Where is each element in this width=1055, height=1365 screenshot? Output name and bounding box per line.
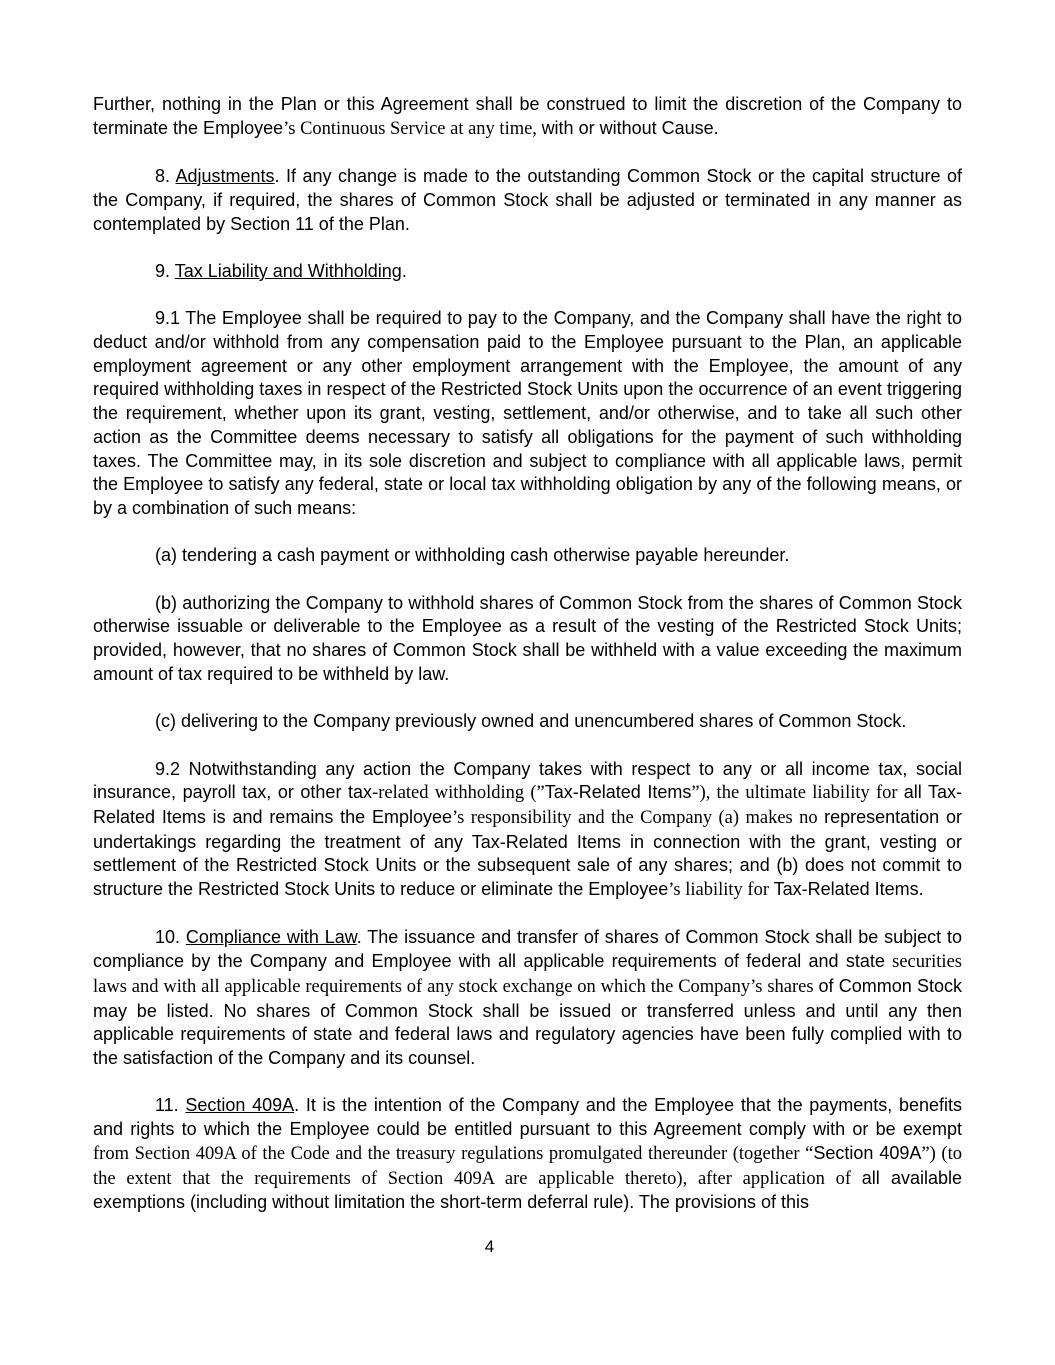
- section-number: 11.: [155, 1095, 186, 1116]
- text-run: ”), the ultimate liability for: [691, 783, 904, 804]
- section-10-compliance: [93, 926, 962, 1070]
- text-run: Further, nothing in the Plan or this Agreement shall be construed to limit the discretion of the Company to terminate the Employee: [93, 94, 962, 138]
- text-run: ’s Continuous Service at any time,: [283, 118, 542, 139]
- text-run: of Common Stock may be listed. No shares of Common Stock shall be issued or transferred unless and until any then applicable requirements of state and federal laws and regulatory agencies have been fully complied with to the satisfaction of the Company and its counsel.: [93, 975, 962, 1068]
- text-run: with or without Cause.: [541, 117, 719, 138]
- text-run: securities laws and with all applicable requirements of any stock exchange on which the Company’s shares: [93, 952, 962, 997]
- section-9-1: 9.1 The Employee shall be required to pay to the Company, and the Company shall have the right to deduct and/or withhold from any compensation paid to the Employee pursuant to the Plan, an applicable employment agreement or any other employment arrangement with the Employee, the amount of any required withholding taxes in respect of the Restricted Stock Units upon the occurrence of an event triggering the requirement, whether upon its grant, vesting, settlement, and/or otherwise, and to take all such other action as the Committee deems necessary to satisfy all obligations for the payment of such withholding taxes. The Committee may, in its sole discretion and subject to compliance with all applicable laws, permit the Employee to satisfy any federal, state or local tax withholding obligation by any of the following means, or by a combination of such means:: [93, 308, 962, 518]
- section-heading: Compliance with Law: [185, 927, 357, 948]
- section-number: 10.: [155, 927, 186, 948]
- section-9-2: [93, 758, 962, 903]
- section-heading: Adjustments: [175, 166, 275, 187]
- text-run: ’s responsibility and the Company (a) makes no: [452, 807, 825, 828]
- section-9-a: (a) tendering a cash payment or withholding cash otherwise payable hereunder.: [155, 545, 790, 566]
- section-text: . If any change is made to the outstanding Common Stock or the capital structure of the Company, if required, the shares of Common Stock shall be adjusted or terminated in any manner as contemplated by Section 11 of the Plan.: [93, 166, 962, 234]
- text-run: -related withholding (”: [372, 783, 545, 804]
- text-run: ’s liability for: [668, 880, 774, 901]
- text-run: all Tax-Related Items is and remains the Employee: [93, 782, 962, 827]
- paragraph-intro: [93, 93, 962, 141]
- document-page: [93, 93, 962, 1215]
- page-number: 4: [484, 1237, 495, 1256]
- text-run: . The issuance and transfer of shares of Common Stock shall be subject to compliance by the Company and Employee with all applicable requirements of federal and state: [93, 927, 962, 972]
- section-9-c: (c) delivering to the Company previously owned and unencumbered shares of Common Stock.: [155, 711, 907, 732]
- section-9-heading: [93, 260, 962, 284]
- section-heading: Section 409A: [185, 1095, 295, 1116]
- text-run: all available exemptions (including without limitation the short-term deferral rule). The provisions of this: [93, 1167, 962, 1213]
- text-run: Tax-Related Items: [544, 782, 692, 803]
- section-8-adjustments: [93, 165, 962, 236]
- section-text: .: [401, 260, 407, 281]
- section-heading: Tax Liability and Withholding: [174, 260, 402, 281]
- text-run: 9.2 Notwithstanding any action the Company takes with respect to any or all income tax, social insurance, payroll tax, or other tax: [93, 758, 962, 803]
- text-run: Section 409A: [813, 1142, 922, 1163]
- section-9-b: (b) authorizing the Company to withhold shares of Common Stock from the shares of Common Stock otherwise issuable or deliverable to the Employee as a result of the vesting of the Restricted Stock Units; provided, however, that no shares of Common Stock shall be withheld with a value exceeding the maximum amount of tax required to be withheld by law.: [93, 592, 962, 684]
- text-run: ”) (to the extent that the requirements of Section 409A are applicable thereto), after application of: [93, 1143, 962, 1189]
- text-run: from Section 409A of the Code and the treasury regulations promulgated thereunder (together “: [93, 1143, 814, 1164]
- section-11-409a: [93, 1094, 962, 1215]
- text-run: . It is the intention of the Company and the Employee that the payments, benefits and rights to which the Employee could be entitled pursuant to this Agreement comply with or be exempt: [93, 1095, 963, 1140]
- section-number: 8.: [155, 166, 176, 187]
- text-run: representation or undertakings regarding the treatment of any Tax-Related Items in connection with the grant, vesting or settlement of the Restricted Stock Units or the subsequent sale of any shares; and (b) does not commit to structure the Restricted Stock Units to reduce or eliminate the Employee: [93, 806, 962, 900]
- section-number: 9.: [155, 260, 175, 281]
- text-run: Tax-Related Items.: [773, 879, 924, 900]
